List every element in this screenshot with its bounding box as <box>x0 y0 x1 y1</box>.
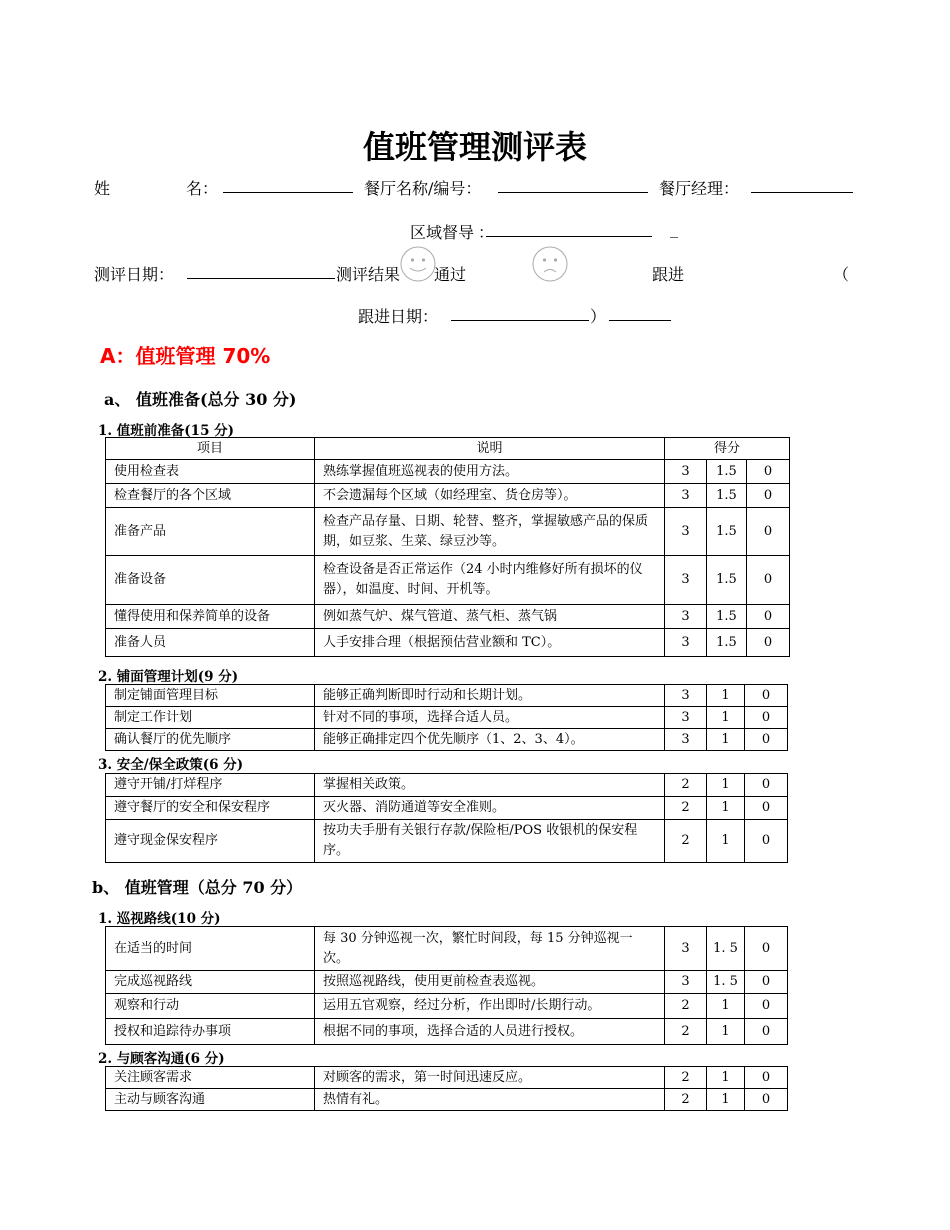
score-option-cell[interactable]: 0 <box>747 629 790 657</box>
description-cell: 根据不同的事项，选择合适的人员进行授权。 <box>315 1019 665 1045</box>
score-option-cell[interactable]: 3 <box>665 729 707 751</box>
table-row <box>106 605 790 629</box>
score-option-cell[interactable]: 3 <box>665 971 707 994</box>
score-option-cell[interactable]: 3 <box>665 685 707 707</box>
table-row <box>106 994 788 1019</box>
score-option-cell[interactable]: 1 <box>707 797 745 820</box>
followup-date-field[interactable] <box>451 302 589 321</box>
item-cell: 确认餐厅的优先顺序 <box>106 729 315 751</box>
group-heading: 2. 与顾客沟通(6 分) <box>98 1051 225 1067</box>
table-header-row <box>106 438 790 460</box>
manager-label: 餐厅经理： <box>659 179 740 198</box>
followup-date-label: 跟进日期： <box>358 307 439 326</box>
item-cell: 准备人员 <box>106 629 315 657</box>
description-cell: 运用五官观察，经过分析，作出即时/长期行动。 <box>315 994 665 1019</box>
score-table-4 <box>105 926 788 1045</box>
description-cell: 按照巡视路线，使用更前检查表巡视。 <box>315 971 665 994</box>
score-option-cell[interactable]: 0 <box>747 556 790 605</box>
table-row <box>106 484 790 508</box>
result-label: 测评结果 <box>336 265 401 284</box>
score-option-cell[interactable]: 0 <box>747 508 790 556</box>
score-option-cell[interactable]: 3 <box>665 605 707 629</box>
table-row <box>106 820 788 863</box>
score-option-cell[interactable]: 2 <box>665 797 707 820</box>
score-option-cell[interactable]: 1 <box>707 685 745 707</box>
item-cell: 主动与顾客沟通 <box>106 1089 315 1111</box>
score-option-cell[interactable]: 1.5 <box>707 508 747 556</box>
score-option-cell[interactable]: 0 <box>745 729 788 751</box>
description-cell: 热情有礼。 <box>315 1089 665 1111</box>
table-row <box>106 729 788 751</box>
score-option-cell[interactable]: 2 <box>665 1067 707 1089</box>
item-cell: 准备设备 <box>106 556 315 605</box>
score-option-cell[interactable]: 1.5 <box>707 605 747 629</box>
score-option-cell[interactable]: 0 <box>745 774 788 797</box>
date-field[interactable] <box>187 260 335 279</box>
table-row <box>106 707 788 729</box>
score-option-cell[interactable]: 0 <box>745 994 788 1019</box>
description-cell: 能够正确排定四个优先顺序（1、2、3、4）。 <box>315 729 665 751</box>
paren-open: （ <box>833 265 850 284</box>
name-label-second: 名： <box>186 179 219 198</box>
score-option-cell[interactable]: 0 <box>745 971 788 994</box>
score-option-cell[interactable]: 2 <box>665 994 707 1019</box>
score-option-cell[interactable]: 2 <box>665 774 707 797</box>
item-cell: 完成巡视路线 <box>106 971 315 994</box>
description-cell: 对顾客的需求，第一时间迅速反应。 <box>315 1067 665 1089</box>
score-option-cell[interactable]: 0 <box>745 1019 788 1045</box>
group-heading: 2. 铺面管理计划(9 分) <box>98 669 239 685</box>
item-cell: 授权和追踪待办事项 <box>106 1019 315 1045</box>
table-row <box>106 1019 788 1045</box>
score-option-cell[interactable]: 3 <box>665 460 707 484</box>
group-heading: 3. 安全/保全政策(6 分) <box>98 757 244 773</box>
description-cell: 掌握相关政策。 <box>315 774 665 797</box>
score-table-3 <box>105 773 788 863</box>
name-field[interactable] <box>223 174 353 193</box>
score-option-cell[interactable]: 1 <box>707 707 745 729</box>
header-item: 项目 <box>106 438 315 460</box>
score-option-cell[interactable]: 1 <box>707 1089 745 1111</box>
date-label: 测评日期： <box>94 265 175 284</box>
table-row <box>106 1067 788 1089</box>
item-cell: 检查餐厅的各个区域 <box>106 484 315 508</box>
supervisor-colon: ： <box>478 223 495 242</box>
item-cell: 遵守餐厅的安全和保安程序 <box>106 797 315 820</box>
followup-extra-field[interactable] <box>609 302 671 321</box>
pass-label: 通过 <box>434 265 467 284</box>
score-option-cell[interactable]: 3 <box>665 556 707 605</box>
score-option-cell[interactable]: 1.5 <box>707 629 747 657</box>
score-option-cell[interactable]: 3 <box>665 707 707 729</box>
score-option-cell[interactable]: 0 <box>747 460 790 484</box>
subsection-a-heading: a、 值班准备(总分 30 分) <box>104 390 297 409</box>
score-option-cell[interactable]: 1 <box>707 1019 745 1045</box>
score-option-cell[interactable]: 2 <box>665 1019 707 1045</box>
table-row <box>106 460 790 484</box>
paren-close: ） <box>590 307 607 326</box>
supervisor-tail: _ <box>670 219 678 238</box>
table-row <box>106 797 788 820</box>
score-option-cell[interactable]: 0 <box>745 820 788 863</box>
supervisor-field[interactable] <box>486 218 652 237</box>
sad-face-icon <box>532 246 568 282</box>
table-row <box>106 927 788 971</box>
score-option-cell[interactable]: 1.5 <box>707 556 747 605</box>
group-heading: 1. 巡视路线(10 分) <box>98 911 221 927</box>
item-cell: 准备产品 <box>106 508 315 556</box>
section-a-heading: A：值班管理 70% <box>100 344 271 368</box>
table-row <box>106 1089 788 1111</box>
description-cell: 熟练掌握值班巡视表的使用方法。 <box>315 460 665 484</box>
score-option-cell[interactable]: 0 <box>745 1067 788 1089</box>
item-cell: 制定铺面管理目标 <box>106 685 315 707</box>
description-cell: 能够正确判断即时行动和长期计划。 <box>315 685 665 707</box>
score-table-2 <box>105 684 788 751</box>
table-row <box>106 508 790 556</box>
score-option-cell[interactable]: 1 <box>707 820 745 863</box>
item-cell: 关注顾客需求 <box>106 1067 315 1089</box>
header-score: 得分 <box>665 438 790 460</box>
score-option-cell[interactable]: 0 <box>745 797 788 820</box>
score-option-cell[interactable]: 0 <box>745 685 788 707</box>
description-cell: 按功夫手册有关银行存款/保险柜/POS 收银机的保安程序。 <box>315 820 665 863</box>
score-option-cell[interactable]: 3 <box>665 508 707 556</box>
score-option-cell[interactable]: 1 <box>707 729 745 751</box>
score-option-cell[interactable]: 3 <box>665 484 707 508</box>
score-option-cell[interactable]: 0 <box>747 605 790 629</box>
table-row <box>106 556 790 605</box>
subsection-b-heading: b、 值班管理（总分 70 分） <box>92 878 303 897</box>
description-cell: 不会遗漏每个区域（如经理室、货仓房等）。 <box>315 484 665 508</box>
score-option-cell[interactable]: 1 <box>707 1067 745 1089</box>
score-option-cell[interactable]: 3 <box>665 927 707 971</box>
description-cell: 人手安排合理（根据预估营业额和 TC）。 <box>315 629 665 657</box>
smiley-face-icon <box>400 246 436 282</box>
table-row <box>106 685 788 707</box>
score-option-cell[interactable]: 1.5 <box>707 460 747 484</box>
score-table-5 <box>105 1066 788 1111</box>
item-cell: 遵守开铺/打烊程序 <box>106 774 315 797</box>
restaurant-label: 餐厅名称/编号： <box>364 179 482 198</box>
table-row <box>106 774 788 797</box>
score-option-cell[interactable]: 0 <box>745 707 788 729</box>
group-heading: 1. 值班前准备(15 分) <box>98 423 235 439</box>
description-cell: 灭火器、消防通道等安全准则。 <box>315 797 665 820</box>
description-cell: 每 30 分钟巡视一次，繁忙时间段，每 15 分钟巡视一次。 <box>315 927 665 971</box>
item-cell: 制定工作计划 <box>106 707 315 729</box>
name-label-first: 姓 <box>94 179 111 198</box>
score-option-cell[interactable]: 1. 5 <box>707 927 745 971</box>
score-option-cell[interactable]: 1 <box>707 774 745 797</box>
restaurant-field[interactable] <box>498 174 648 193</box>
table-row <box>106 629 790 657</box>
score-option-cell[interactable]: 1. 5 <box>707 971 745 994</box>
item-cell: 使用检查表 <box>106 460 315 484</box>
description-cell: 针对不同的事项，选择合适人员。 <box>315 707 665 729</box>
score-option-cell[interactable]: 0 <box>745 927 788 971</box>
score-option-cell[interactable]: 2 <box>665 1089 707 1111</box>
item-cell: 在适当的时间 <box>106 927 315 971</box>
item-cell: 懂得使用和保养简单的设备 <box>106 605 315 629</box>
table-row <box>106 971 788 994</box>
score-option-cell[interactable]: 0 <box>747 484 790 508</box>
description-cell: 检查设备是否正常运作（24 小时内维修好所有损坏的仪器），如温度、时间、开机等。 <box>315 556 665 605</box>
score-option-cell[interactable]: 3 <box>665 629 707 657</box>
page-title: 值班管理测评表 <box>362 128 587 166</box>
score-table-1 <box>105 437 790 657</box>
item-cell: 遵守现金保安程序 <box>106 820 315 863</box>
item-cell: 观察和行动 <box>106 994 315 1019</box>
score-option-cell[interactable]: 1.5 <box>707 484 747 508</box>
followup-label: 跟进 <box>652 265 685 284</box>
supervisor-label: 区域督导 <box>410 223 475 242</box>
score-option-cell[interactable]: 2 <box>665 820 707 863</box>
score-option-cell[interactable]: 1 <box>707 994 745 1019</box>
score-option-cell[interactable]: 0 <box>745 1089 788 1111</box>
manager-field[interactable] <box>751 174 853 193</box>
description-cell: 例如蒸气炉、煤气管道、蒸气柜、蒸气锅 <box>315 605 665 629</box>
description-cell: 检查产品存量、日期、轮替、整齐，掌握敏感产品的保质期，如豆浆、生菜、绿豆沙等。 <box>315 508 665 556</box>
header-description: 说明 <box>315 438 665 460</box>
